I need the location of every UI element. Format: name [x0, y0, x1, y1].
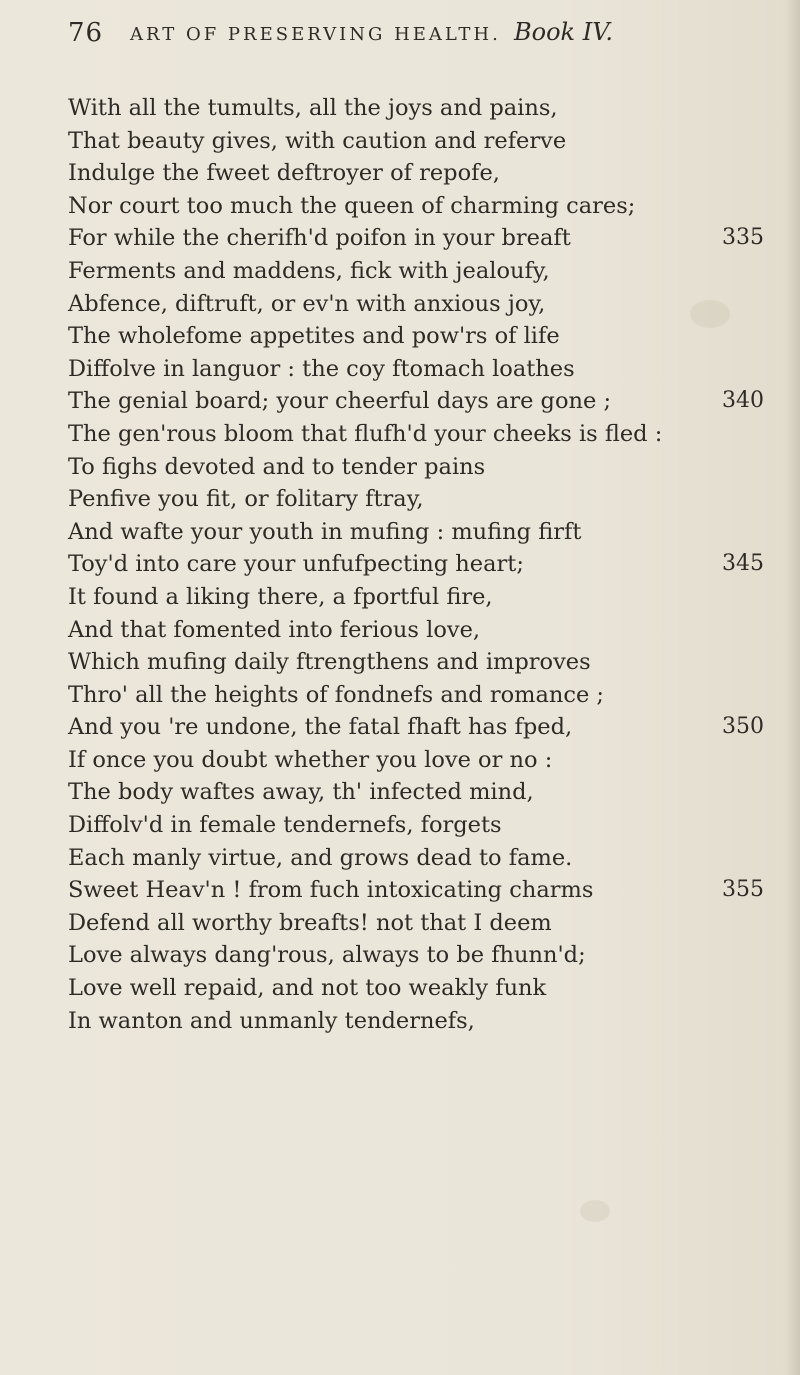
poem-line-text: The genial board; your cheerful days are gone ; — [68, 388, 612, 415]
poem-line — [68, 125, 768, 158]
poem-line-text: And you 're undone, the fatal fhaft has fped, — [68, 714, 573, 741]
running-title: ART OF PRESERVING HEALTH. — [130, 24, 501, 45]
poem-line-text: Love well repaid, and not too weakly funk — [68, 975, 547, 1002]
poem-line-text: Which mufing daily ftrengthens and improves — [68, 649, 591, 676]
poem-line — [68, 190, 768, 223]
poem-line — [68, 288, 768, 321]
poem-line-text: Penfive you fit, or folitary ftray, — [68, 486, 424, 513]
page-number: 76 — [68, 18, 104, 48]
poem-line-text: Sweet Heav'n ! from fuch intoxicating charms — [68, 877, 594, 904]
poem-line-text: Each manly virtue, and grows dead to fame. — [68, 844, 573, 871]
poem-line-text: The body waftes away, th' infected mind, — [68, 779, 534, 806]
poem-line — [68, 679, 768, 712]
poem-line — [68, 711, 768, 744]
poem-line-text: With all the tumults, all the joys and pains, — [68, 95, 558, 121]
poem-line-text: If once you doubt whether you love or no : — [68, 746, 553, 773]
poem-line-text: And wafte your youth in mufing : mufing firft — [68, 518, 582, 545]
poem-line — [68, 222, 768, 255]
paper-stain — [580, 1200, 610, 1222]
book-reference: Book IV. — [514, 18, 613, 46]
poem-line — [68, 483, 768, 516]
poem-line — [68, 939, 768, 972]
line-number: 355 — [722, 877, 764, 903]
poem-line — [68, 451, 768, 484]
line-number: 340 — [722, 388, 764, 414]
page-edge-shadow — [786, 0, 800, 1375]
poem-line — [68, 353, 768, 386]
poem-line-text: Nor court too much the queen of charming cares; — [68, 192, 636, 219]
poem-line — [68, 874, 768, 907]
poem-line — [68, 744, 768, 777]
poem-line — [68, 418, 768, 451]
poem-line-text: For while the cherifh'd poifon in your breaft — [68, 225, 571, 252]
poem-line — [68, 972, 768, 1005]
poem-line — [68, 385, 768, 418]
poem-line-text: To fighs devoted and to tender pains — [68, 453, 486, 480]
poem-line — [68, 581, 768, 614]
page-header — [68, 14, 792, 54]
poem-line-text: Abfence, diftruft, or ev'n with anxious joy, — [68, 290, 546, 317]
poem-line-text: Diffolve in languor : the coy ftomach loathes — [68, 355, 575, 382]
poem-line-text: Thro' all the heights of fondnefs and romance ; — [68, 681, 605, 708]
poem-line — [68, 92, 768, 125]
poem-line — [68, 255, 768, 288]
poem-line — [68, 548, 768, 581]
poem-line — [68, 320, 768, 353]
poem-line-text: Defend all worthy breafts! not that I deem — [68, 909, 552, 936]
poem-line — [68, 614, 768, 647]
poem-body — [68, 92, 768, 1037]
poem-line — [68, 776, 768, 809]
poem-line — [68, 1005, 768, 1038]
poem-line-text: In wanton and unmanly tendernefs, — [68, 1007, 475, 1034]
poem-line-text: And that fomented into ferious love, — [68, 616, 481, 643]
poem-line-text: That beauty gives, with caution and referve — [68, 127, 567, 154]
poem-line-text: The gen'rous bloom that flufh'd your cheeks is fled : — [68, 420, 663, 447]
poem-line — [68, 907, 768, 940]
poem-line — [68, 646, 768, 679]
poem-line-text: It found a liking there, a fportful fire, — [68, 583, 493, 610]
poem-line-text: The wholefome appetites and pow'rs of life — [68, 323, 560, 350]
poem-line-text: Diffolv'd in female tendernefs, forgets — [68, 812, 502, 839]
poem-line-text: Indulge the fweet deftroyer of repofe, — [68, 160, 500, 187]
line-number: 345 — [722, 551, 764, 577]
line-number: 335 — [722, 225, 764, 251]
poem-line-text: Toy'd into care your unfufpecting heart; — [68, 551, 524, 578]
poem-line — [68, 842, 768, 875]
poem-line — [68, 516, 768, 549]
poem-line — [68, 809, 768, 842]
line-number: 350 — [722, 714, 764, 740]
poem-line-text: Love always dang'rous, always to be fhunn'd; — [68, 942, 586, 969]
poem-line — [68, 157, 768, 190]
poem-line-text: Ferments and maddens, fick with jealoufy, — [68, 257, 550, 284]
